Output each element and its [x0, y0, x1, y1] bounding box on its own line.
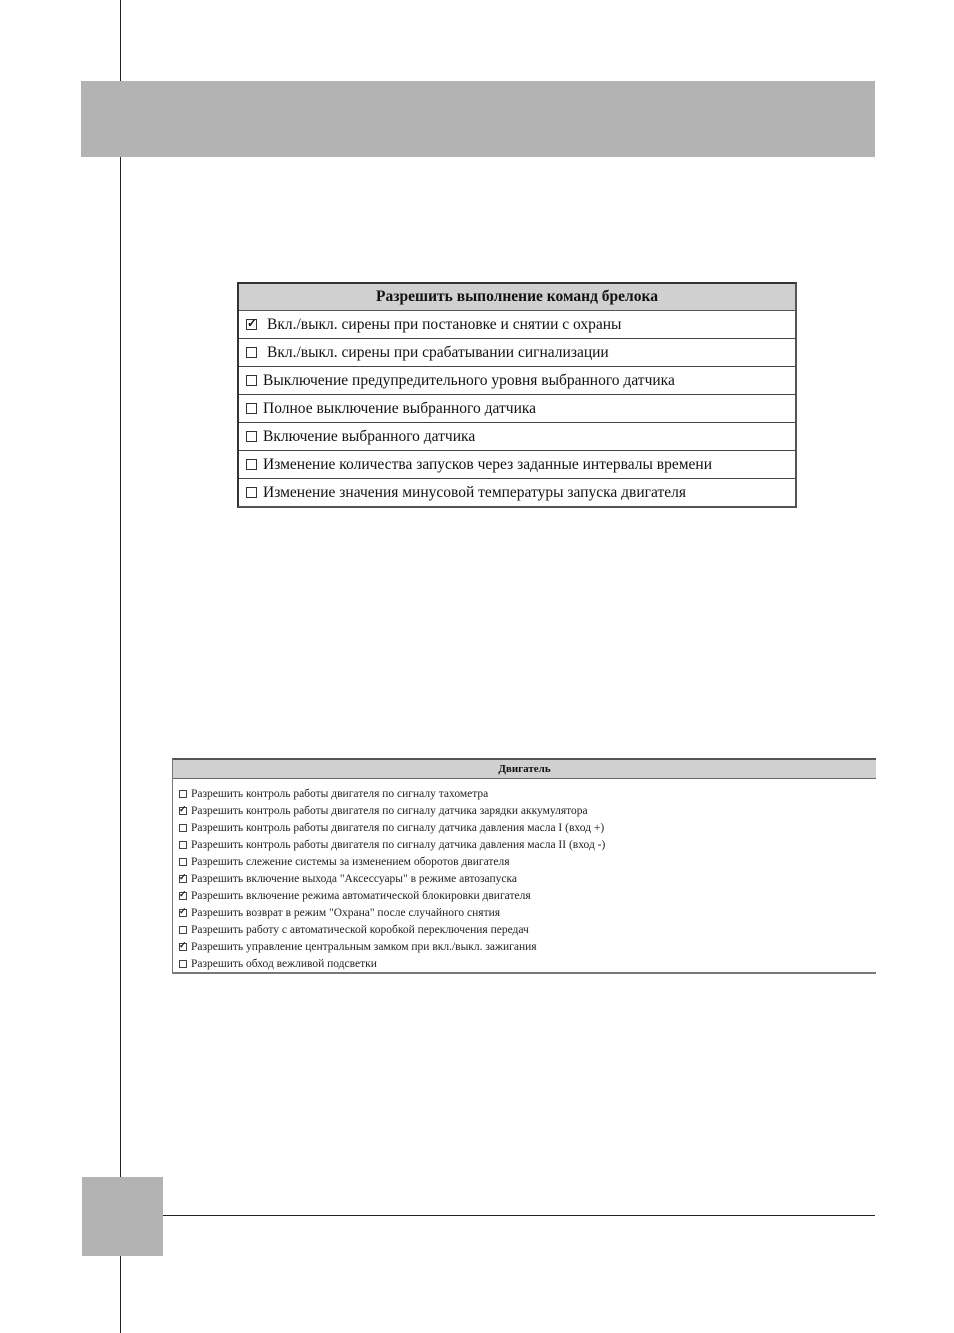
- command-option-label: Изменение количества запусков через заданные интервалы времени: [263, 455, 713, 473]
- engine-option-row[interactable]: [173, 836, 876, 853]
- checkbox-checked[interactable]: [246, 319, 257, 330]
- checkbox-checked[interactable]: [179, 875, 187, 883]
- command-option-label: Изменение значения минусовой температуры запуска двигателя: [263, 483, 687, 501]
- engine-option-label: Разрешить слежение системы за изменением оборотов двигателя: [191, 855, 510, 868]
- engine-option-row[interactable]: [173, 955, 876, 972]
- engine-option-label: Разрешить включение выхода "Аксессуары" в режиме автозапуска: [191, 872, 518, 885]
- engine-option-row[interactable]: [173, 785, 876, 802]
- margin-rule: [120, 0, 121, 1333]
- command-option-row[interactable]: [239, 451, 795, 479]
- checkbox[interactable]: [246, 375, 257, 386]
- checkbox[interactable]: [246, 347, 257, 358]
- checkbox-checked[interactable]: [179, 909, 187, 917]
- checkbox[interactable]: [179, 790, 187, 798]
- engine-option-label: Разрешить обход вежливой подсветки: [191, 957, 377, 970]
- checkbox[interactable]: [246, 431, 257, 442]
- engine-option-row[interactable]: [173, 802, 876, 819]
- checkbox-checked[interactable]: [179, 892, 187, 900]
- engine-option-row[interactable]: [173, 870, 876, 887]
- checkbox[interactable]: [179, 824, 187, 832]
- engine-option-row[interactable]: [173, 853, 876, 870]
- engine-option-label: Разрешить работу с автоматической коробкой переключения передач: [191, 923, 529, 936]
- command-option-row[interactable]: [239, 423, 795, 451]
- engine-settings-panel: [172, 758, 876, 974]
- engine-option-row[interactable]: [173, 904, 876, 921]
- checkbox[interactable]: [246, 403, 257, 414]
- checkbox[interactable]: [246, 487, 257, 498]
- page-number-block: [82, 1177, 163, 1256]
- command-option-label: Полное выключение выбранного датчика: [263, 399, 537, 417]
- keyfob-commands-panel: [237, 282, 797, 508]
- checkbox-checked[interactable]: [179, 807, 187, 815]
- command-option-row[interactable]: [239, 311, 795, 339]
- engine-option-label: Разрешить контроль работы двигателя по сигналу датчика давления масла II (вход -): [191, 838, 606, 851]
- checkbox-checked[interactable]: [179, 943, 187, 951]
- engine-option-label: Разрешить контроль работы двигателя по сигналу датчика зарядки аккумулятора: [191, 804, 588, 817]
- checkbox[interactable]: [179, 841, 187, 849]
- checkbox[interactable]: [246, 459, 257, 470]
- keyfob-commands-list: [239, 311, 795, 506]
- command-option-row[interactable]: [239, 367, 795, 395]
- command-option-row[interactable]: [239, 395, 795, 423]
- engine-option-label: Разрешить контроль работы двигателя по сигналу тахометра: [191, 787, 489, 800]
- command-option-label: Выключение предупредительного уровня выбранного датчика: [263, 371, 675, 389]
- engine-option-label: Разрешить включение режима автоматической блокировки двигателя: [191, 889, 531, 902]
- checkbox[interactable]: [179, 858, 187, 866]
- command-option-label: Включение выбранного датчика: [263, 427, 476, 445]
- command-option-row[interactable]: [239, 479, 795, 506]
- engine-option-row[interactable]: [173, 938, 876, 955]
- command-option-row[interactable]: [239, 339, 795, 367]
- footer-rule: [163, 1215, 875, 1216]
- header-band: [81, 81, 875, 157]
- engine-option-label: Разрешить контроль работы двигателя по сигналу датчика давления масла I (вход +): [191, 821, 605, 834]
- command-option-label: Вкл./выкл. сирены при срабатывании сигнализации: [267, 343, 609, 361]
- engine-option-row[interactable]: [173, 819, 876, 836]
- engine-option-label: Разрешить возврат в режим "Охрана" после случайного снятия: [191, 906, 501, 919]
- command-option-label: Вкл./выкл. сирены при постановке и снятии с охраны: [267, 315, 622, 333]
- keyfob-commands-title: Разрешить выполнение команд брелока: [239, 284, 795, 311]
- engine-option-label: Разрешить управление центральным замком при вкл./выкл. зажигания: [191, 940, 537, 953]
- engine-option-row[interactable]: [173, 887, 876, 904]
- engine-option-row[interactable]: [173, 921, 876, 938]
- checkbox[interactable]: [179, 960, 187, 968]
- engine-settings-title: Двигатель: [173, 760, 876, 779]
- checkbox[interactable]: [179, 926, 187, 934]
- engine-settings-list: [173, 779, 876, 972]
